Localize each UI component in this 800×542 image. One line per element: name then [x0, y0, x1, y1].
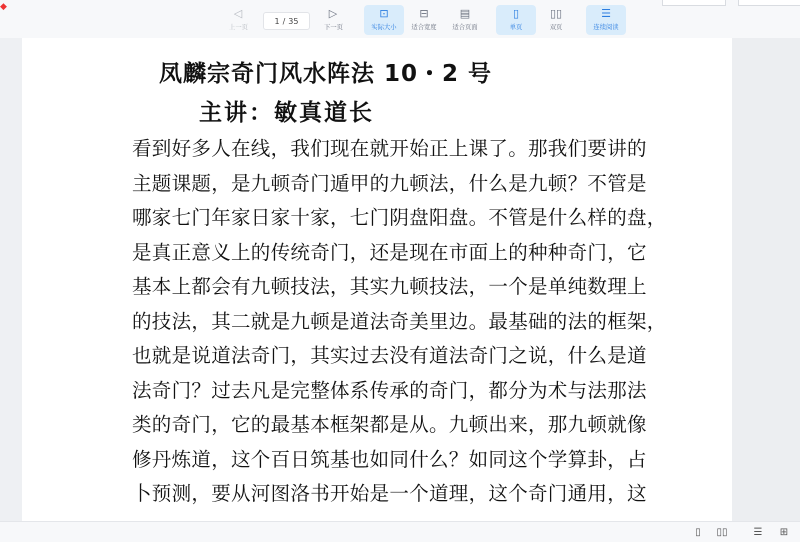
document-line: 哪家七门年家日家十家，七门阴盘阳盘。不管是什么样的盘，	[132, 206, 667, 229]
fit-page-icon: ▤	[459, 7, 471, 20]
app-logo-icon: ◆	[0, 2, 7, 12]
panel-tab-1[interactable]	[662, 0, 726, 6]
single-page-view-icon[interactable]: ▯	[695, 526, 701, 538]
continuous-reading-button[interactable]	[586, 5, 626, 35]
document-line: 类的奇门，它的最基本框架都是从。九顿出来，那九顿就像	[132, 413, 647, 436]
double-page-button[interactable]	[536, 5, 576, 35]
continuous-view-icon[interactable]: ☰	[753, 526, 763, 538]
document-body	[132, 132, 667, 512]
next-page-label: 下一页	[323, 23, 343, 31]
fit-page-label: 适合页面	[452, 23, 478, 31]
document-line: 修丹炼道，这个百日筑基也如同什么？如同这个学算卦，占	[132, 447, 647, 471]
double-page-view-icon[interactable]: ▯▯	[716, 526, 728, 538]
single-page-button[interactable]	[496, 5, 536, 35]
reader-toolbar	[0, 0, 800, 39]
next-page-button[interactable]	[313, 5, 353, 35]
document-line: 主题课题，是九顿奇门遁甲的九顿法，什么是九顿？不管是	[132, 171, 647, 195]
double-page-label: 双页	[549, 23, 563, 31]
single-page-label: 单页	[509, 23, 523, 31]
fullscreen-icon[interactable]: ⊞	[779, 526, 789, 538]
actual-size-button[interactable]	[364, 5, 404, 35]
fit-width-icon: ⊟	[419, 7, 429, 20]
document-line: 看到好多人在线，我们现在就开始正上课了。那我们要讲的	[132, 137, 647, 160]
document-line: 也就是说道法奇门，其实过去没有道法奇门之说，什么是道	[132, 344, 647, 367]
document-line: 卜预测，要从河图洛书开始是一个道理，这个奇门通用，这	[132, 482, 647, 505]
continuous-reading-label: 连续阅读	[593, 23, 619, 31]
document-line: 的技法，其二就是九顿是道法奇美里边。最基础的法的框架，	[132, 309, 667, 333]
prev-page-label: 上一页	[228, 23, 248, 31]
actual-size-label: 实际大小	[371, 23, 397, 31]
page-current: 1	[274, 16, 280, 26]
right-margin	[732, 38, 800, 521]
next-page-icon: ▷	[328, 7, 338, 20]
single-page-icon: ▯	[512, 7, 520, 20]
document-line: 法奇门？过去凡是完整体系传承的奇门，都分为术与法那法	[132, 378, 647, 402]
fit-page-button[interactable]	[445, 5, 485, 35]
page-number-indicator[interactable]	[263, 12, 310, 30]
document-page	[22, 38, 732, 521]
document-line: 是真正意义上的传统奇门，还是现在市面上的种种奇门，它	[132, 240, 647, 264]
document-title: 凤麟宗奇门风水阵法 10・2 号	[159, 61, 493, 87]
page-separator: /	[282, 16, 286, 26]
continuous-reading-icon: ☰	[601, 7, 611, 20]
prev-page-button[interactable]	[218, 5, 258, 35]
fit-width-button[interactable]	[404, 5, 444, 35]
double-page-icon: ▯▯	[549, 7, 563, 20]
document-line: 基本上都会有九顿技法，其实九顿技法，一个是单纯数理上	[132, 275, 647, 298]
page-total: 35	[288, 16, 299, 26]
left-margin	[0, 38, 22, 521]
status-bar	[0, 521, 800, 542]
prev-page-icon: ◁	[233, 7, 243, 20]
document-subtitle: 主讲：敏真道长	[199, 100, 374, 126]
fit-width-label: 适合宽度	[411, 23, 437, 31]
panel-tab-2[interactable]	[738, 0, 800, 6]
actual-size-icon: ⊡	[379, 7, 389, 20]
